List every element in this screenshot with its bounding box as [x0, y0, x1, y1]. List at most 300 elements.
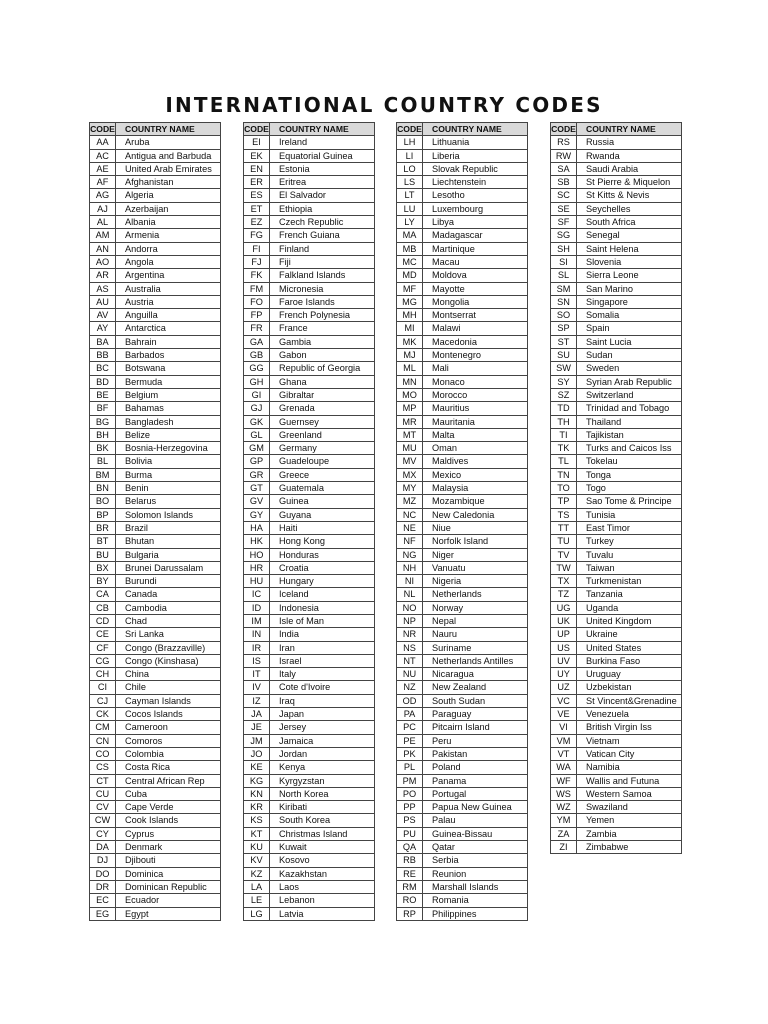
- country-name-cell: Saint Helena: [577, 242, 682, 255]
- country-name-cell: Uzbekistan: [577, 681, 682, 694]
- country-name-cell: Cyprus: [116, 827, 221, 840]
- table-row: [90, 216, 221, 229]
- table-row: [90, 162, 221, 175]
- country-code-cell: MY: [397, 482, 423, 495]
- table-row: [90, 415, 221, 428]
- table-row: [90, 402, 221, 415]
- table-row: [551, 482, 682, 495]
- table-row: [90, 349, 221, 362]
- table-row: [90, 482, 221, 495]
- country-code-cell: PE: [397, 734, 423, 747]
- table-row: [90, 867, 221, 880]
- table-row: [90, 428, 221, 441]
- country-name-cell: Serbia: [423, 854, 528, 867]
- country-name-cell: Sierra Leone: [577, 269, 682, 282]
- country-name-cell: Kosovo: [270, 854, 375, 867]
- country-code-cell: DA: [90, 841, 116, 854]
- country-name-cell: Nigeria: [423, 575, 528, 588]
- country-code-cell: BP: [90, 508, 116, 521]
- table-row: [244, 136, 375, 149]
- country-name-cell: Botswana: [116, 362, 221, 375]
- country-name-cell: Honduras: [270, 548, 375, 561]
- country-code-cell: MK: [397, 335, 423, 348]
- country-name-cell: Uganda: [577, 601, 682, 614]
- table-header-row: [551, 123, 682, 136]
- table-row: [397, 415, 528, 428]
- country-name-cell: Guatemala: [270, 482, 375, 495]
- table-row: [244, 216, 375, 229]
- country-name-cell: Wallis and Futuna: [577, 774, 682, 787]
- country-code-cell: CK: [90, 708, 116, 721]
- country-code-cell: AJ: [90, 202, 116, 215]
- country-code-cell: PC: [397, 721, 423, 734]
- country-code-cell: MI: [397, 322, 423, 335]
- country-name-cell: Tuvalu: [577, 548, 682, 561]
- country-code-cell: IN: [244, 628, 270, 641]
- country-name-cell: British Virgin Iss: [577, 721, 682, 734]
- table-row: [90, 282, 221, 295]
- country-name-cell: East Timor: [577, 521, 682, 534]
- country-name-cell: Angola: [116, 255, 221, 268]
- country-name-cell: St Pierre & Miquelon: [577, 176, 682, 189]
- country-name-cell: Sao Tome & Principe: [577, 495, 682, 508]
- country-code-cell: KS: [244, 814, 270, 827]
- country-code-cell: EK: [244, 149, 270, 162]
- table-row: [397, 628, 528, 641]
- country-code-cell: SH: [551, 242, 577, 255]
- country-name-cell: French Polynesia: [270, 309, 375, 322]
- country-code-cell: BU: [90, 548, 116, 561]
- country-name-cell: Italy: [270, 668, 375, 681]
- country-code-cell: PL: [397, 761, 423, 774]
- table-row: [397, 708, 528, 721]
- country-code-cell: RW: [551, 149, 577, 162]
- country-name-cell: Sri Lanka: [116, 628, 221, 641]
- country-code-cell: KU: [244, 841, 270, 854]
- country-code-cell: YM: [551, 814, 577, 827]
- country-code-cell: MN: [397, 375, 423, 388]
- table-row: [551, 561, 682, 574]
- country-name-cell: Solomon Islands: [116, 508, 221, 521]
- table-row: [244, 641, 375, 654]
- country-name-cell: Cape Verde: [116, 801, 221, 814]
- country-code-cell: CU: [90, 787, 116, 800]
- table-row: [90, 176, 221, 189]
- country-code-table-4: [550, 122, 682, 854]
- country-name-cell: Bahamas: [116, 402, 221, 415]
- country-name-cell: Hong Kong: [270, 535, 375, 548]
- country-code-cell: TK: [551, 442, 577, 455]
- table-row: [244, 894, 375, 907]
- table-row: [551, 508, 682, 521]
- country-code-cell: AM: [90, 229, 116, 242]
- country-code-cell: AV: [90, 309, 116, 322]
- country-code-cell: AO: [90, 255, 116, 268]
- country-code-cell: UV: [551, 654, 577, 667]
- country-code-cell: SB: [551, 176, 577, 189]
- country-code-cell: FP: [244, 309, 270, 322]
- table-row: [397, 216, 528, 229]
- country-code-cell: NE: [397, 521, 423, 534]
- table-row: [90, 761, 221, 774]
- table-row: [244, 269, 375, 282]
- table-row: [551, 269, 682, 282]
- country-name-cell: Tokelau: [577, 455, 682, 468]
- country-name-cell: Iran: [270, 641, 375, 654]
- country-code-cell: TT: [551, 521, 577, 534]
- country-name-cell: Mayotte: [423, 282, 528, 295]
- country-name-cell: St Kitts & Nevis: [577, 189, 682, 202]
- country-code-cell: EG: [90, 907, 116, 920]
- country-name-cell: Libya: [423, 216, 528, 229]
- country-code-cell: SE: [551, 202, 577, 215]
- country-name-cell: Mauritania: [423, 415, 528, 428]
- table-row: [397, 375, 528, 388]
- country-code-cell: SM: [551, 282, 577, 295]
- country-name-cell: Denmark: [116, 841, 221, 854]
- country-name-cell: San Marino: [577, 282, 682, 295]
- country-name-cell: Nepal: [423, 614, 528, 627]
- country-name-cell: Burkina Faso: [577, 654, 682, 667]
- table-row: [551, 415, 682, 428]
- table-row: [551, 362, 682, 375]
- country-code-cell: TX: [551, 575, 577, 588]
- country-name-cell: Aruba: [116, 136, 221, 149]
- table-row: [90, 495, 221, 508]
- table-row: [397, 561, 528, 574]
- country-name-cell: Reunion: [423, 867, 528, 880]
- table-row: [397, 442, 528, 455]
- table-row: [244, 708, 375, 721]
- country-code-cell: DJ: [90, 854, 116, 867]
- table-row: [90, 854, 221, 867]
- table-row: [551, 654, 682, 667]
- country-code-cell: AF: [90, 176, 116, 189]
- country-code-cell: MX: [397, 468, 423, 481]
- country-name-cell: Moldova: [423, 269, 528, 282]
- country-name-cell: Papua New Guinea: [423, 801, 528, 814]
- country-name-cell: North Korea: [270, 787, 375, 800]
- country-code-cell: HR: [244, 561, 270, 574]
- country-name-cell: Finland: [270, 242, 375, 255]
- country-code-cell: NS: [397, 641, 423, 654]
- country-name-cell: Netherlands Antilles: [423, 654, 528, 667]
- table-row: [90, 322, 221, 335]
- country-name-cell: Philippines: [423, 907, 528, 920]
- country-name-cell: Belgium: [116, 388, 221, 401]
- country-code-cell: SA: [551, 162, 577, 175]
- country-name-cell: Azerbaijan: [116, 202, 221, 215]
- country-code-cell: MH: [397, 309, 423, 322]
- table-row: [397, 668, 528, 681]
- country-code-cell: KR: [244, 801, 270, 814]
- country-code-cell: BX: [90, 561, 116, 574]
- country-name-cell: Mongolia: [423, 295, 528, 308]
- table-header-row: [244, 123, 375, 136]
- country-name-cell: Kiribati: [270, 801, 375, 814]
- table-row: [551, 202, 682, 215]
- country-name-cell: Nauru: [423, 628, 528, 641]
- table-header-row: [90, 123, 221, 136]
- table-row: [397, 681, 528, 694]
- country-code-cell: LS: [397, 176, 423, 189]
- country-name-cell: Belize: [116, 428, 221, 441]
- country-code-cell: SU: [551, 349, 577, 362]
- country-code-cell: BD: [90, 375, 116, 388]
- country-name-cell: Faroe Islands: [270, 295, 375, 308]
- table-row: [397, 189, 528, 202]
- country-code-cell: PO: [397, 787, 423, 800]
- country-name-cell: Monaco: [423, 375, 528, 388]
- table-row: [90, 442, 221, 455]
- table-row: [397, 521, 528, 534]
- table-row: [397, 588, 528, 601]
- country-name-cell: Congo (Brazzaville): [116, 641, 221, 654]
- country-code-cell: BO: [90, 495, 116, 508]
- country-code-cell: LG: [244, 907, 270, 920]
- table-row: [90, 880, 221, 893]
- country-name-cell: South Korea: [270, 814, 375, 827]
- country-code-cell: TI: [551, 428, 577, 441]
- table-row: [551, 388, 682, 401]
- table-row: [551, 442, 682, 455]
- country-name-cell: Saint Lucia: [577, 335, 682, 348]
- table-row: [244, 880, 375, 893]
- country-code-cell: WA: [551, 761, 577, 774]
- table-row: [551, 601, 682, 614]
- country-name-cell: Macedonia: [423, 335, 528, 348]
- country-name-cell: Vietnam: [577, 734, 682, 747]
- country-code-cell: CT: [90, 774, 116, 787]
- country-code-cell: CJ: [90, 694, 116, 707]
- code-column-header: CODE: [90, 124, 115, 134]
- country-code-cell: GY: [244, 508, 270, 521]
- country-code-cell: SG: [551, 229, 577, 242]
- country-name-cell: Bolivia: [116, 455, 221, 468]
- table-row: [90, 827, 221, 840]
- table-row: [244, 761, 375, 774]
- country-name-cell: Laos: [270, 880, 375, 893]
- country-name-cell: Jersey: [270, 721, 375, 734]
- country-name-cell: South Africa: [577, 216, 682, 229]
- table-row: [244, 654, 375, 667]
- table-row: [397, 854, 528, 867]
- country-code-cell: MR: [397, 415, 423, 428]
- country-name-cell: Turkmenistan: [577, 575, 682, 588]
- country-code-cell: RB: [397, 854, 423, 867]
- table-row: [397, 801, 528, 814]
- country-code-cell: AR: [90, 269, 116, 282]
- country-code-cell: ST: [551, 335, 577, 348]
- country-code-cell: NZ: [397, 681, 423, 694]
- country-code-cell: NI: [397, 575, 423, 588]
- country-code-cell: BH: [90, 428, 116, 441]
- table-row: [551, 149, 682, 162]
- country-code-cell: JO: [244, 747, 270, 760]
- country-name-cell: Ukraine: [577, 628, 682, 641]
- country-name-cell: Malta: [423, 428, 528, 441]
- country-name-cell: Zambia: [577, 827, 682, 840]
- country-name-cell: Oman: [423, 442, 528, 455]
- country-name-cell: Brunei Darussalam: [116, 561, 221, 574]
- country-name-cell: Malawi: [423, 322, 528, 335]
- country-name-cell: Seychelles: [577, 202, 682, 215]
- country-name-cell: Burma: [116, 468, 221, 481]
- country-name-cell: Christmas Island: [270, 827, 375, 840]
- country-name-cell: Swaziland: [577, 801, 682, 814]
- country-code-cell: TH: [551, 415, 577, 428]
- table-row: [90, 787, 221, 800]
- country-code-cell: IR: [244, 641, 270, 654]
- table-row: [90, 641, 221, 654]
- table-header-row: [397, 123, 528, 136]
- country-name-cell: United States: [577, 641, 682, 654]
- country-name-cell: Ghana: [270, 375, 375, 388]
- table-row: [90, 721, 221, 734]
- country-code-cell: WZ: [551, 801, 577, 814]
- country-name-cell: Kyrgyzstan: [270, 774, 375, 787]
- table-row: [397, 428, 528, 441]
- table-row: [397, 282, 528, 295]
- country-name-cell: Bosnia-Herzegovina: [116, 442, 221, 455]
- table-row: [551, 841, 682, 854]
- country-code-cell: LI: [397, 149, 423, 162]
- country-code-cell: EI: [244, 136, 270, 149]
- country-code-cell: LO: [397, 162, 423, 175]
- country-name-cell: Guinea: [270, 495, 375, 508]
- country-code-cell: ID: [244, 601, 270, 614]
- table-row: [244, 867, 375, 880]
- table-row: [397, 176, 528, 189]
- table-row: [244, 468, 375, 481]
- country-code-cell: BC: [90, 362, 116, 375]
- country-name-cell: Bahrain: [116, 335, 221, 348]
- country-code-cell: NO: [397, 601, 423, 614]
- country-name-cell: Maldives: [423, 455, 528, 468]
- country-name-cell: Bangladesh: [116, 415, 221, 428]
- country-code-cell: GP: [244, 455, 270, 468]
- country-code-cell: CY: [90, 827, 116, 840]
- country-name-cell: Czech Republic: [270, 216, 375, 229]
- country-code-cell: LE: [244, 894, 270, 907]
- country-code-cell: NL: [397, 588, 423, 601]
- country-code-cell: HO: [244, 548, 270, 561]
- table-row: [244, 601, 375, 614]
- table-row: [244, 854, 375, 867]
- country-name-cell: Suriname: [423, 641, 528, 654]
- country-name-cell: Togo: [577, 482, 682, 495]
- country-code-cell: EN: [244, 162, 270, 175]
- country-code-cell: MG: [397, 295, 423, 308]
- table-row: [90, 694, 221, 707]
- country-code-cell: KV: [244, 854, 270, 867]
- table-row: [551, 535, 682, 548]
- country-name-cell: Vatican City: [577, 747, 682, 760]
- table-row: [244, 202, 375, 215]
- country-code-cell: PS: [397, 814, 423, 827]
- country-name-cell: Costa Rica: [116, 761, 221, 774]
- table-row: [90, 561, 221, 574]
- country-code-table-1: [89, 122, 221, 921]
- country-code-cell: JM: [244, 734, 270, 747]
- country-code-cell: JE: [244, 721, 270, 734]
- table-row: [244, 495, 375, 508]
- country-code-cell: CN: [90, 734, 116, 747]
- table-row: [551, 176, 682, 189]
- country-name-cell: Tajikistan: [577, 428, 682, 441]
- table-row: [244, 375, 375, 388]
- country-name-cell: Montenegro: [423, 349, 528, 362]
- table-row: [90, 388, 221, 401]
- country-code-cell: GI: [244, 388, 270, 401]
- country-code-cell: SZ: [551, 388, 577, 401]
- country-name-cell: Dominica: [116, 867, 221, 880]
- table-row: [551, 747, 682, 760]
- country-name-cell: Ecuador: [116, 894, 221, 907]
- country-name-cell: Armenia: [116, 229, 221, 242]
- country-name-cell: Turks and Caicos Iss: [577, 442, 682, 455]
- table-row: [551, 136, 682, 149]
- country-code-cell: AE: [90, 162, 116, 175]
- country-name-cell: Montserrat: [423, 309, 528, 322]
- country-code-cell: PK: [397, 747, 423, 760]
- table-row: [90, 654, 221, 667]
- country-code-cell: TN: [551, 468, 577, 481]
- page-title: INTERNATIONAL COUNTRY CODES: [165, 93, 603, 117]
- country-name-cell: New Caledonia: [423, 508, 528, 521]
- table-row: [244, 614, 375, 627]
- country-code-cell: GA: [244, 335, 270, 348]
- country-name-cell: Ireland: [270, 136, 375, 149]
- country-code-cell: CF: [90, 641, 116, 654]
- country-code-cell: CO: [90, 747, 116, 760]
- table-row: [397, 162, 528, 175]
- table-row: [244, 255, 375, 268]
- country-name-cell: Barbados: [116, 349, 221, 362]
- country-code-cell: KZ: [244, 867, 270, 880]
- table-row: [397, 349, 528, 362]
- table-row: [551, 548, 682, 561]
- country-code-table-2: [243, 122, 375, 921]
- country-name-cell: Cook Islands: [116, 814, 221, 827]
- country-name-cell: Mauritius: [423, 402, 528, 415]
- table-row: [397, 535, 528, 548]
- country-name-cell: Mexico: [423, 468, 528, 481]
- country-name-cell: Tonga: [577, 468, 682, 481]
- country-code-cell: ZA: [551, 827, 577, 840]
- country-code-cell: GT: [244, 482, 270, 495]
- country-name-cell: Marshall Islands: [423, 880, 528, 893]
- table-row: [551, 255, 682, 268]
- table-row: [244, 721, 375, 734]
- country-name-cell: Equatorial Guinea: [270, 149, 375, 162]
- table-row: [397, 734, 528, 747]
- country-name-cell: Grenada: [270, 402, 375, 415]
- table-row: [551, 521, 682, 534]
- country-code-cell: RO: [397, 894, 423, 907]
- table-row: [244, 588, 375, 601]
- table-row: [397, 229, 528, 242]
- table-row: [244, 482, 375, 495]
- country-name-cell: Sweden: [577, 362, 682, 375]
- table-row: [397, 787, 528, 800]
- country-code-cell: BK: [90, 442, 116, 455]
- table-row: [90, 801, 221, 814]
- country-name-cell: Mali: [423, 362, 528, 375]
- country-code-cell: AG: [90, 189, 116, 202]
- country-name-cell: Australia: [116, 282, 221, 295]
- table-row: [90, 774, 221, 787]
